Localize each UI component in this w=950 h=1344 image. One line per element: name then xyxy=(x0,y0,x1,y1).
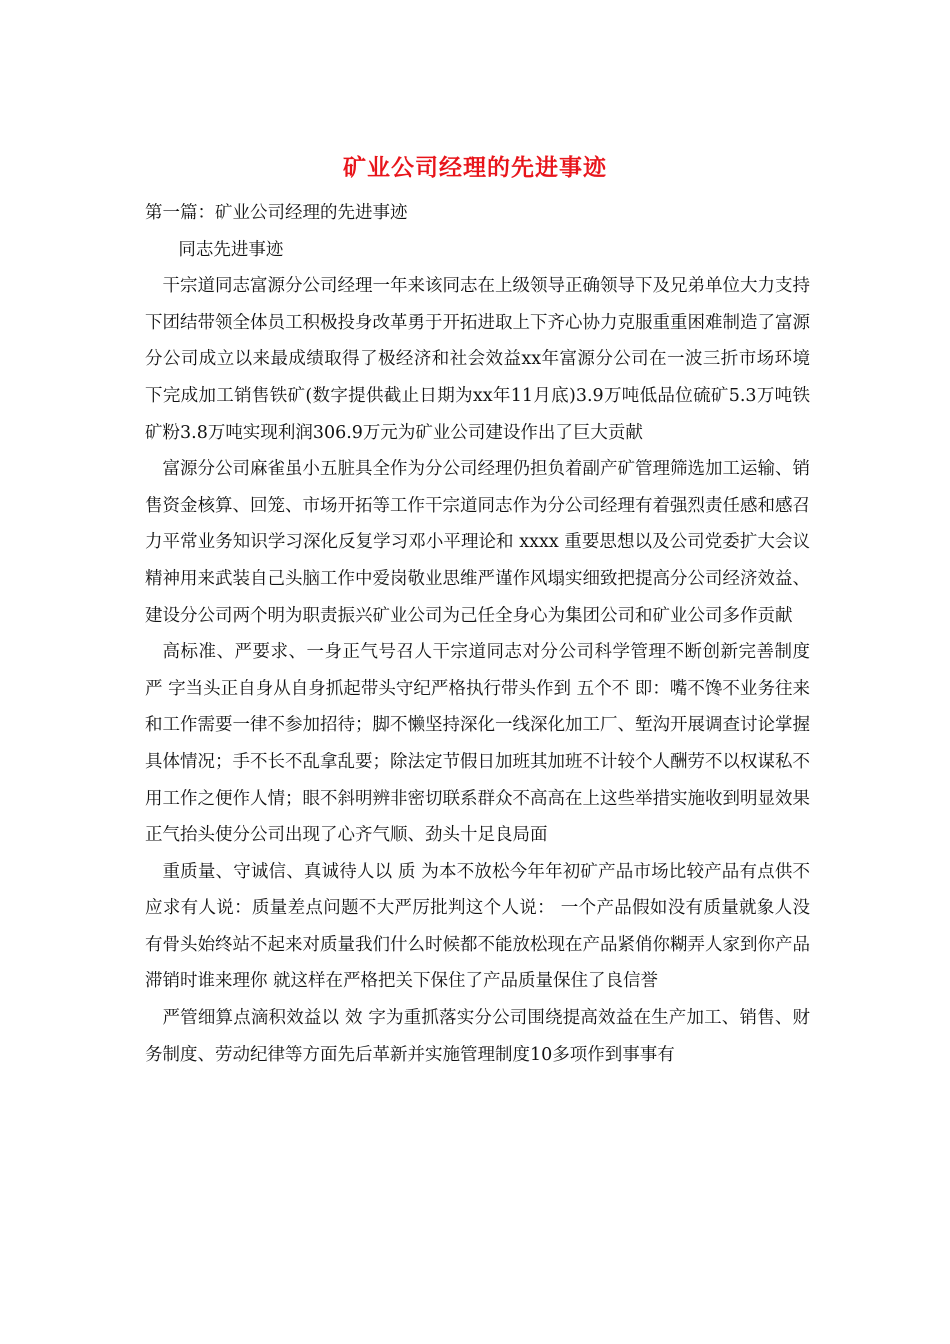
sub-heading: 同志先进事迹 xyxy=(178,239,284,260)
paragraph: 干宗道同志富源分公司经理一年来该同志在上级领导正确领导下及兄弟单位大力支持下团结带领全体员工积极投身改革勇于开拓进取上下齐心协力克服重重困难制造了富源分公司成立以来最成绩取得了极经济和社会效益xx年富源分公司在一波三折市场环境下完成加工销售铁矿(数字提供截止日期为xx年11月底)3.9万吨低品位硫矿5.3万吨铁矿粉3.8万吨实现利润306.9万元为矿业公司建设作出了巨大贡献 xyxy=(145,276,810,443)
document-body xyxy=(145,195,810,1073)
paragraph: 富源分公司麻雀虽小五脏具全作为分公司经理仍担负着副产矿管理筛选加工运输、销售资金核算、回笼、市场开拓等工作干宗道同志作为分公司经理有着强烈责任感和感召力平常业务知识学习深化反复学习邓小平理论和 xxxx 重要思想以及公司党委扩大会议精神用来武装自己头脑工作中爱岗敬业思维严谨作风塌实细致把提高分公司经济效益、建设分公司两个明为职责振兴矿业公司为己任全身心为集团公司和矿业公司多作贡献 xyxy=(145,459,810,626)
paragraph: 严管细算点滴积效益以 效 字为重抓落实分公司围绕提高效益在生产加工、销售、财务制度、劳动纪律等方面先后革新并实施管理制度10多项作到事事有 xyxy=(145,1008,810,1065)
paragraph: 高标准、严要求、一身正气号召人干宗道同志对分公司科学管理不断创新完善制度 严 字当头正自身从自身抓起带头守纪严格执行带头作到 五个不 即：嘴不馋不业务往来和工作需要一律不参加招待；脚不懒坚持深化一线深化加工厂、堑沟开展调查讨论掌握具体情况；手不长不乱拿乱要；除法定节假日加班其加班不计较个人酬劳不以权谋私不用工作之便作人情；眼不斜明辨非密切联系群众不高高在上这些举措实施收到明显效果正气抬头使分公司出现了心齐气顺、劲头十足良局面 xyxy=(145,642,810,846)
chapter-heading: 第一篇：矿业公司经理的先进事迹 xyxy=(145,203,408,223)
paragraph: 重质量、守诚信、真诚待人以 质 为本不放松今年年初矿产品市场比较产品有点供不应求有人说：质量差点问题不大严厉批判这个人说： 一个产品假如没有质量就象人没有骨头始终站不起来对质量我们什么时候都不能放松现在产品紧俏你糊弄人家到你产品滞销时谁来理你 就这样在严格把关下保住了产品质量保住了良信誉 xyxy=(145,861,810,992)
document-title: 矿业公司经理的先进事迹 xyxy=(343,154,607,181)
